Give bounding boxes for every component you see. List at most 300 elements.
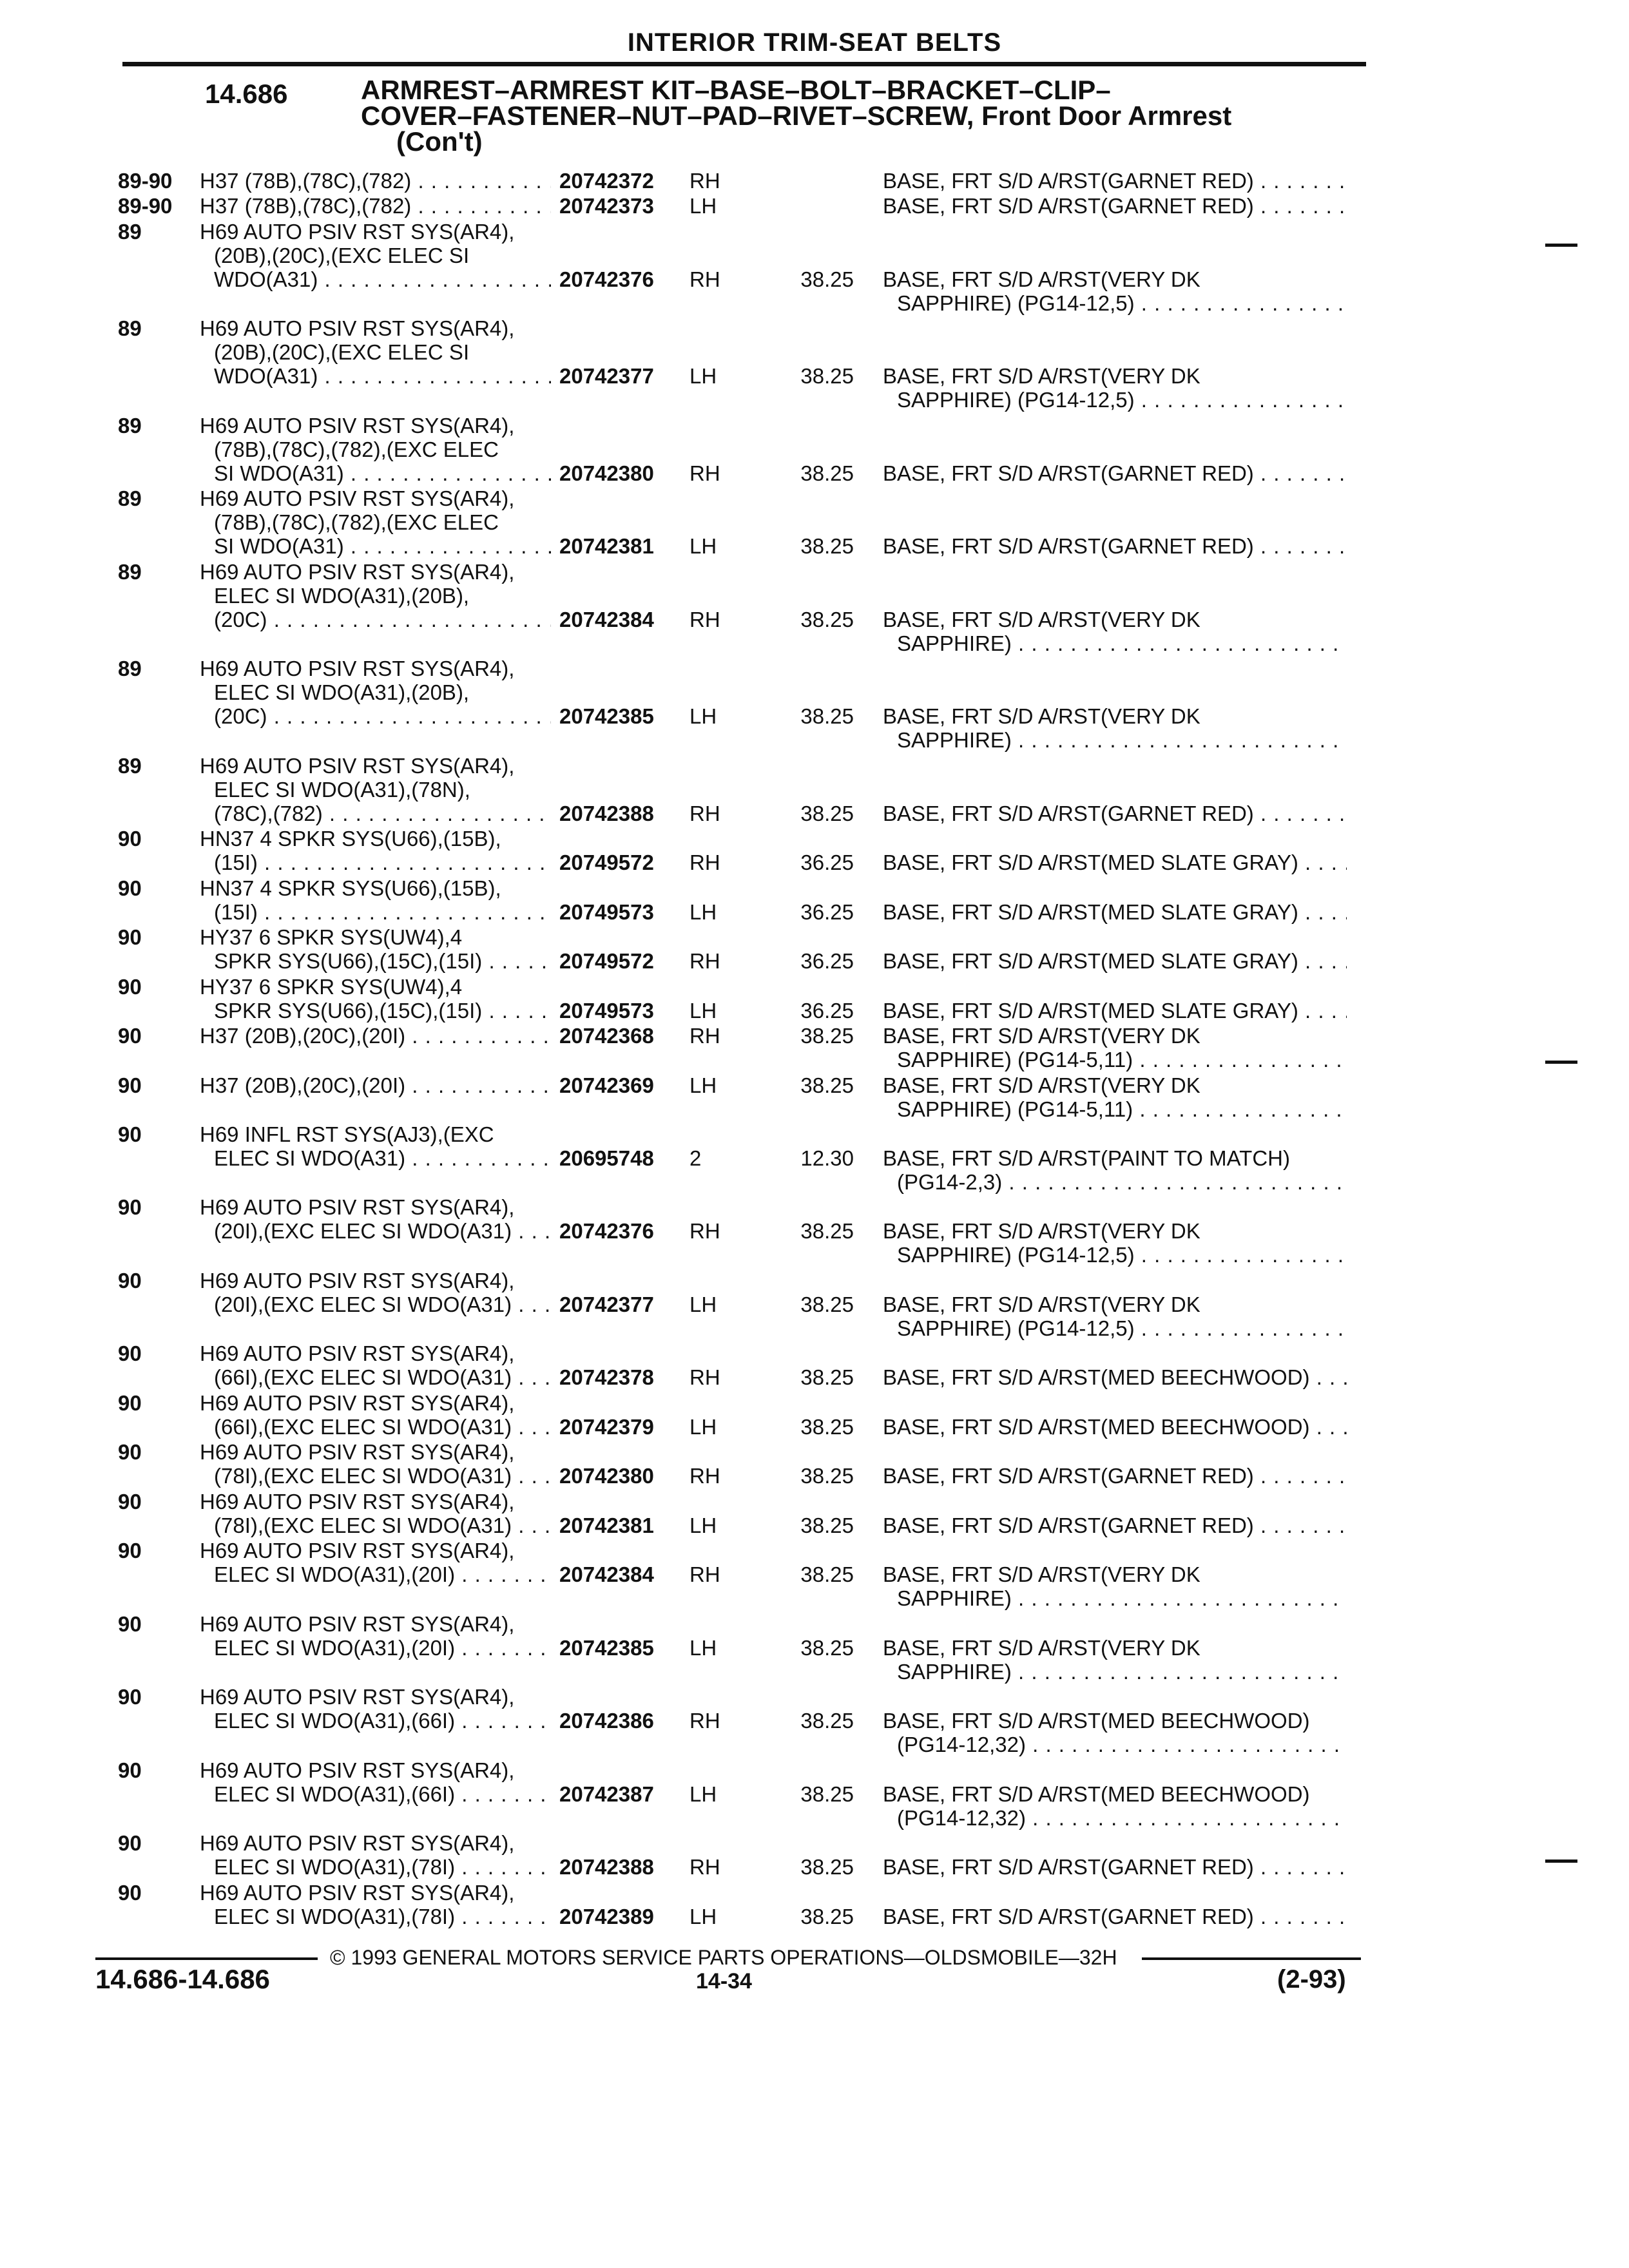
description-line: ELEC SI WDO(A31),(66I) . . . (200, 1709, 551, 1733)
table-row (0, 1881, 1629, 1928)
entry-part-name (883, 461, 1347, 485)
part-name-line: BASE, FRT S/D A/RST(GARNET RED) . . . (883, 1514, 1347, 1537)
entry-part-name (883, 850, 1347, 874)
entry-part-number: 20742369 (559, 1073, 654, 1097)
entry-part-number: 20742387 (559, 1782, 654, 1806)
entry-part-number: 20742381 (559, 534, 654, 559)
entry-year: 90 (118, 1489, 142, 1514)
entry-year: 90 (118, 1122, 142, 1146)
part-name-line: BASE, FRT S/D A/RST(GARNET RED) . . . (883, 802, 1347, 825)
table-row (0, 657, 1629, 752)
part-name-line: BASE, FRT S/D A/RST(MED BEECHWOOD) . . . (883, 1415, 1347, 1439)
description-line: (78B),(78C),(782),(EXC ELEC (214, 510, 499, 535)
description-line: (78I),(EXC ELEC SI WDO(A31) . . . (200, 1514, 551, 1537)
description-line: H37 (20B),(20C),(20I) . . . (200, 1073, 551, 1097)
entry-description (200, 1391, 551, 1439)
table-row (0, 560, 1629, 655)
description-line: H69 AUTO PSIV RST SYS(AR4), (200, 1195, 515, 1220)
entry-year: 90 (118, 1024, 142, 1048)
table-row (0, 414, 1629, 485)
section-title-line: ARMREST–ARMREST KIT–BASE–BOLT–BRACKET–CLIP– (361, 75, 1111, 105)
table-row (0, 1341, 1629, 1389)
entry-part-number: 20742389 (559, 1904, 654, 1928)
entry-price: 36.25 (800, 998, 854, 1023)
entry-description (200, 975, 551, 1023)
entry-price: 38.25 (800, 267, 854, 291)
entry-description (200, 876, 551, 924)
entry-part-number: 20742376 (559, 267, 654, 291)
part-name-line: SAPPHIRE) (PG14-12,5) . . . (883, 1243, 1347, 1267)
part-name-line: BASE, FRT S/D A/RST(GARNET RED) . . . (883, 194, 1347, 218)
entry-part-name (883, 1514, 1347, 1537)
table-row (0, 316, 1629, 412)
part-name-line: SAPPHIRE) . . . (883, 1660, 1347, 1684)
entry-description (200, 827, 551, 874)
entry-part-name (883, 1562, 1347, 1610)
entry-year: 90 (118, 876, 142, 900)
entry-quantity: RH (689, 607, 720, 631)
entry-year: 90 (118, 1758, 142, 1782)
entry-description (200, 1122, 551, 1170)
table-row (0, 1490, 1629, 1537)
entry-description (200, 1073, 551, 1097)
description-line: H69 AUTO PSIV RST SYS(AR4), (200, 1539, 515, 1563)
table-row (0, 1195, 1629, 1267)
entry-description (200, 560, 551, 631)
table-row (0, 1758, 1629, 1830)
entry-part-name (883, 1855, 1347, 1879)
entry-price: 38.25 (800, 1562, 854, 1587)
entry-year: 90 (118, 1685, 142, 1709)
entry-year: 90 (118, 827, 142, 851)
footer-section-range: 14.686-14.686 (95, 1964, 270, 1994)
table-row (0, 1073, 1629, 1121)
table-row (0, 876, 1629, 924)
description-line: (15I) . . . (200, 900, 551, 924)
entry-year: 90 (118, 1195, 142, 1220)
description-line: (20B),(20C),(EXC ELEC SI (214, 340, 470, 365)
entry-part-number: 20742378 (559, 1365, 654, 1390)
description-line: ELEC SI WDO(A31),(78N), (214, 777, 470, 802)
part-name-line: BASE, FRT S/D A/RST(VERY DK (883, 1292, 1200, 1316)
entry-part-name (883, 949, 1347, 973)
entry-part-number: 20742385 (559, 704, 654, 729)
entry-description (200, 486, 551, 558)
entry-year: 89-90 (118, 194, 173, 218)
entry-part-number: 20749572 (559, 949, 654, 974)
table-row (0, 194, 1629, 218)
part-name-line: (PG14-2,3) . . . (883, 1170, 1347, 1194)
part-name-line: BASE, FRT S/D A/RST(VERY DK (883, 607, 1200, 631)
part-name-line: BASE, FRT S/D A/RST(MED SLATE GRAY) . . . (883, 900, 1347, 924)
part-name-line: BASE, FRT S/D A/RST(MED BEECHWOOD) (883, 1709, 1310, 1733)
entry-description (200, 1758, 551, 1806)
entry-part-number: 20742376 (559, 1219, 654, 1244)
entry-description (200, 1612, 551, 1660)
entry-part-number: 20742368 (559, 1024, 654, 1048)
part-name-line: (PG14-12,32) . . . (883, 1733, 1347, 1756)
description-line: SPKR SYS(U66),(15C),(15I) . . . (200, 999, 551, 1023)
entry-year: 90 (118, 1831, 142, 1856)
entry-quantity: LH (689, 364, 717, 389)
entry-year: 90 (118, 1611, 142, 1636)
entry-year: 89 (118, 559, 142, 584)
table-row (0, 1269, 1629, 1340)
part-name-line: SAPPHIRE) (PG14-12,5) . . . (883, 1316, 1347, 1340)
part-name-line: SAPPHIRE) (PG14-12,5) . . . (883, 388, 1347, 412)
entry-part-name (883, 608, 1347, 655)
part-name-line: BASE, FRT S/D A/RST(MED BEECHWOOD) . . . (883, 1365, 1347, 1389)
entry-price: 38.25 (800, 461, 854, 485)
part-name-line: BASE, FRT S/D A/RST(PAINT TO MATCH) (883, 1146, 1290, 1170)
margin-mark (1545, 1860, 1577, 1863)
part-name-line: BASE, FRT S/D A/RST(GARNET RED) . . . (883, 534, 1347, 558)
entry-price: 38.25 (800, 364, 854, 389)
section-title-line: COVER–FASTENER–NUT–PAD–RIVET–SCREW, Front Door Armrest (361, 101, 1232, 131)
entry-part-number: 20742380 (559, 1464, 654, 1488)
margin-mark (1545, 244, 1577, 247)
entry-price: 38.25 (800, 607, 854, 631)
footer-divider (1142, 1957, 1361, 1960)
entry-part-number: 20742377 (559, 364, 654, 389)
footer-copyright: © 1993 GENERAL MOTORS SERVICE PARTS OPERATIONS—OLDSMOBILE—32H (330, 1946, 1117, 1969)
entry-quantity: RH (689, 949, 720, 974)
part-name-line: BASE, FRT S/D A/RST(GARNET RED) . . . (883, 1464, 1347, 1488)
description-line: H69 AUTO PSIV RST SYS(AR4), (200, 753, 515, 778)
part-name-line: BASE, FRT S/D A/RST(VERY DK (883, 1635, 1200, 1660)
entry-part-name (883, 1905, 1347, 1928)
entry-year: 89 (118, 413, 142, 437)
entry-quantity: LH (689, 1782, 717, 1806)
description-line: SPKR SYS(U66),(15C),(15I) . . . (200, 949, 551, 973)
entry-year: 89 (118, 219, 142, 244)
entry-part-name (883, 534, 1347, 558)
entry-price: 12.30 (800, 1146, 854, 1170)
entry-year: 89 (118, 316, 142, 341)
entry-price: 38.25 (800, 801, 854, 825)
entry-quantity: LH (689, 1414, 717, 1439)
entry-year: 90 (118, 1073, 142, 1097)
part-name-line: BASE, FRT S/D A/RST(MED SLATE GRAY) . . . (883, 999, 1347, 1023)
description-line: H69 AUTO PSIV RST SYS(AR4), (200, 1268, 515, 1293)
description-line: H69 AUTO PSIV RST SYS(AR4), (200, 1341, 515, 1366)
part-name-line: BASE, FRT S/D A/RST(GARNET RED) . . . (883, 169, 1347, 193)
entry-price: 38.25 (800, 1073, 854, 1097)
description-line: HN37 4 SPKR SYS(U66),(15B), (200, 827, 501, 851)
part-name-line: (PG14-12,32) . . . (883, 1806, 1347, 1830)
description-line: SI WDO(A31) . . . (200, 534, 551, 558)
description-line: WDO(A31) . . . (200, 267, 551, 291)
entry-part-name (883, 1365, 1347, 1389)
margin-mark (1545, 1061, 1577, 1064)
entry-part-name (883, 1146, 1347, 1194)
table-row (0, 1831, 1629, 1879)
entry-quantity: LH (689, 704, 717, 729)
description-line: ELEC SI WDO(A31),(20B), (214, 680, 470, 705)
entry-description (200, 1269, 551, 1316)
entry-part-name (883, 1782, 1347, 1830)
footer-divider (95, 1957, 318, 1960)
entry-description (200, 925, 551, 973)
entry-part-number: 20742373 (559, 194, 654, 218)
entry-part-name (883, 364, 1347, 412)
entry-year: 89 (118, 486, 142, 511)
description-line: H69 AUTO PSIV RST SYS(AR4), (200, 1611, 515, 1636)
description-line: H69 INFL RST SYS(AJ3),(EXC (200, 1122, 494, 1146)
entry-quantity: RH (689, 169, 720, 193)
entry-quantity: LH (689, 1513, 717, 1537)
entry-part-number: 20749573 (559, 899, 654, 924)
entry-quantity: RH (689, 267, 720, 291)
entry-description (200, 1685, 551, 1733)
entry-quantity: 2 (689, 1146, 702, 1170)
entry-price: 36.25 (800, 850, 854, 875)
part-name-line: BASE, FRT S/D A/RST(MED BEECHWOOD) (883, 1782, 1310, 1806)
description-line: (78I),(EXC ELEC SI WDO(A31) . . . (200, 1464, 551, 1488)
entry-price: 38.25 (800, 1414, 854, 1439)
entry-part-number: 20742388 (559, 801, 654, 825)
description-line: H69 AUTO PSIV RST SYS(AR4), (200, 657, 515, 681)
entry-description (200, 1024, 551, 1048)
description-line: SI WDO(A31) . . . (200, 461, 551, 485)
entry-quantity: RH (689, 1464, 720, 1488)
description-line: ELEC SI WDO(A31),(78I) . . . (200, 1905, 551, 1928)
entry-quantity: LH (689, 1073, 717, 1097)
entry-year: 90 (118, 1880, 142, 1905)
part-name-line: SAPPHIRE) (PG14-5,11) . . . (883, 1097, 1347, 1121)
entry-part-name (883, 999, 1347, 1023)
entry-part-name (883, 1293, 1347, 1340)
entry-price: 38.25 (800, 1635, 854, 1660)
section-number: 14.686 (205, 79, 288, 109)
entry-description (200, 657, 551, 728)
part-name-line: BASE, FRT S/D A/RST(VERY DK (883, 704, 1200, 729)
entry-quantity: LH (689, 534, 717, 559)
entry-part-name (883, 1073, 1347, 1121)
description-line: (66I),(EXC ELEC SI WDO(A31) . . . (200, 1365, 551, 1389)
entry-description (200, 220, 551, 291)
entry-part-number: 20695748 (559, 1146, 654, 1170)
description-line: H69 AUTO PSIV RST SYS(AR4), (200, 1390, 515, 1415)
entry-part-number: 20742381 (559, 1513, 654, 1537)
entry-part-name (883, 1709, 1347, 1756)
part-name-line: BASE, FRT S/D A/RST(VERY DK (883, 1073, 1200, 1097)
description-line: H69 AUTO PSIV RST SYS(AR4), (200, 1880, 515, 1905)
entry-part-number: 20742386 (559, 1709, 654, 1733)
entry-price: 38.25 (800, 1024, 854, 1048)
description-line: ELEC SI WDO(A31),(66I) . . . (200, 1782, 551, 1806)
table-row (0, 486, 1629, 558)
entry-price: 36.25 (800, 949, 854, 974)
entry-part-name (883, 704, 1347, 752)
entry-part-number: 20742388 (559, 1855, 654, 1879)
entry-quantity: LH (689, 1904, 717, 1928)
description-line: (78C),(782) . . . (200, 802, 551, 825)
entry-quantity: RH (689, 850, 720, 875)
table-row (0, 1612, 1629, 1684)
header-divider (122, 62, 1366, 66)
entry-description (200, 1881, 551, 1928)
entry-description (200, 169, 551, 193)
part-name-line: BASE, FRT S/D A/RST(VERY DK (883, 1024, 1200, 1048)
entry-description (200, 754, 551, 825)
description-line: H69 AUTO PSIV RST SYS(AR4), (200, 1685, 515, 1709)
entry-price: 38.25 (800, 1782, 854, 1806)
entry-quantity: RH (689, 801, 720, 825)
entry-year: 90 (118, 1390, 142, 1415)
entry-part-name (883, 1415, 1347, 1439)
description-line: (20C) . . . (200, 608, 551, 631)
part-name-line: BASE, FRT S/D A/RST(VERY DK (883, 1562, 1200, 1587)
entry-description (200, 1831, 551, 1879)
section-title (361, 77, 1366, 155)
part-name-line: BASE, FRT S/D A/RST(GARNET RED) . . . (883, 461, 1347, 485)
description-line: (20B),(20C),(EXC ELEC SI (214, 243, 470, 267)
part-name-line: SAPPHIRE) . . . (883, 728, 1347, 752)
entry-year: 90 (118, 974, 142, 999)
description-line: H37 (78B),(78C),(782) . . . (200, 169, 551, 193)
entry-price: 38.25 (800, 1904, 854, 1928)
table-row (0, 1685, 1629, 1756)
entry-part-name (883, 169, 1347, 193)
description-line: H69 AUTO PSIV RST SYS(AR4), (200, 1440, 515, 1465)
entry-description (200, 1539, 551, 1586)
entry-quantity: RH (689, 1024, 720, 1048)
part-name-line: SAPPHIRE) . . . (883, 631, 1347, 655)
part-name-line: BASE, FRT S/D A/RST(MED SLATE GRAY) . . . (883, 949, 1347, 973)
entry-quantity: RH (689, 461, 720, 485)
entry-quantity: RH (689, 1219, 720, 1244)
description-line: H69 AUTO PSIV RST SYS(AR4), (200, 219, 515, 244)
entry-part-number: 20742380 (559, 461, 654, 485)
description-line: ELEC SI WDO(A31),(20B), (214, 583, 470, 608)
entry-price: 38.25 (800, 704, 854, 729)
entry-part-name (883, 1636, 1347, 1684)
entry-quantity: RH (689, 1365, 720, 1390)
entry-part-name (883, 194, 1347, 218)
entry-year: 90 (118, 1539, 142, 1563)
entry-part-number: 20742377 (559, 1292, 654, 1316)
part-name-line: SAPPHIRE) (PG14-5,11) . . . (883, 1048, 1347, 1072)
entry-description (200, 1440, 551, 1488)
entry-year: 89 (118, 753, 142, 778)
description-line: ELEC SI WDO(A31),(78I) . . . (200, 1855, 551, 1879)
table-row (0, 925, 1629, 973)
entry-price: 38.25 (800, 1365, 854, 1390)
description-line: H69 AUTO PSIV RST SYS(AR4), (200, 1758, 515, 1782)
description-line: H69 AUTO PSIV RST SYS(AR4), (200, 1831, 515, 1856)
entry-quantity: RH (689, 1562, 720, 1587)
entry-quantity: LH (689, 1635, 717, 1660)
description-line: H69 AUTO PSIV RST SYS(AR4), (200, 413, 515, 437)
entry-description (200, 316, 551, 388)
entry-part-number: 20742384 (559, 1562, 654, 1587)
entry-year: 90 (118, 925, 142, 950)
entry-quantity: LH (689, 194, 717, 218)
description-line: H37 (20B),(20C),(20I) . . . (200, 1024, 551, 1048)
entry-description (200, 1195, 551, 1243)
footer-page-number: 14-34 (696, 1969, 752, 1994)
entry-quantity: RH (689, 1709, 720, 1733)
entry-price: 38.25 (800, 1219, 854, 1244)
page-header-title: INTERIOR TRIM-SEAT BELTS (627, 28, 1002, 57)
description-line: H37 (78B),(78C),(782) . . . (200, 194, 551, 218)
entry-year: 89 (118, 657, 142, 681)
description-line: ELEC SI WDO(A31) . . . (200, 1146, 551, 1170)
description-line: WDO(A31) . . . (200, 364, 551, 388)
table-row (0, 169, 1629, 193)
section-title-line: (Con't) (396, 126, 483, 157)
description-line: (78B),(78C),(782),(EXC ELEC (214, 437, 499, 461)
table-row (0, 1391, 1629, 1439)
entry-quantity: RH (689, 1855, 720, 1879)
entry-description (200, 1490, 551, 1537)
part-name-line: BASE, FRT S/D A/RST(GARNET RED) . . . (883, 1905, 1347, 1928)
entry-part-name (883, 900, 1347, 924)
description-line: H69 AUTO PSIV RST SYS(AR4), (200, 1489, 515, 1514)
part-name-line: BASE, FRT S/D A/RST(MED SLATE GRAY) . . . (883, 850, 1347, 874)
entry-part-name (883, 1464, 1347, 1488)
entry-year: 90 (118, 1341, 142, 1366)
part-name-line: BASE, FRT S/D A/RST(VERY DK (883, 267, 1200, 291)
entry-year: 89-90 (118, 169, 173, 193)
description-line: HY37 6 SPKR SYS(UW4),4 (200, 925, 463, 950)
table-row (0, 1539, 1629, 1610)
entry-price: 38.25 (800, 1464, 854, 1488)
entry-price: 38.25 (800, 534, 854, 559)
table-row (0, 1440, 1629, 1488)
entry-price: 38.25 (800, 1292, 854, 1316)
entry-price: 38.25 (800, 1513, 854, 1537)
description-line: ELEC SI WDO(A31),(20I) . . . (200, 1562, 551, 1586)
description-line: H69 AUTO PSIV RST SYS(AR4), (200, 559, 515, 584)
table-row (0, 975, 1629, 1023)
table-row (0, 754, 1629, 825)
description-line: HY37 6 SPKR SYS(UW4),4 (200, 974, 463, 999)
table-row (0, 827, 1629, 874)
entry-description (200, 414, 551, 485)
table-row (0, 220, 1629, 315)
description-line: (20I),(EXC ELEC SI WDO(A31) . . . (200, 1293, 551, 1316)
entry-description (200, 194, 551, 218)
entry-year: 90 (118, 1440, 142, 1465)
part-name-line: BASE, FRT S/D A/RST(GARNET RED) . . . (883, 1855, 1347, 1879)
entry-quantity: LH (689, 899, 717, 924)
entry-price: 38.25 (800, 1709, 854, 1733)
entry-quantity: LH (689, 1292, 717, 1316)
entry-price: 38.25 (800, 1855, 854, 1879)
entry-part-name (883, 267, 1347, 315)
entry-part-number: 20742372 (559, 169, 654, 193)
entry-part-number: 20742379 (559, 1414, 654, 1439)
description-line: (20I),(EXC ELEC SI WDO(A31) . . . (200, 1219, 551, 1243)
entry-part-number: 20749573 (559, 998, 654, 1023)
table-row (0, 1122, 1629, 1194)
entry-part-name (883, 1024, 1347, 1072)
description-line: (15I) . . . (200, 850, 551, 874)
entry-year: 90 (118, 1268, 142, 1293)
entry-part-name (883, 802, 1347, 825)
part-name-line: BASE, FRT S/D A/RST(VERY DK (883, 364, 1200, 389)
description-line: ELEC SI WDO(A31),(20I) . . . (200, 1636, 551, 1660)
entry-part-number: 20749572 (559, 850, 654, 875)
description-line: (20C) . . . (200, 704, 551, 728)
footer-revision-date: (2-93) (1277, 1965, 1346, 1994)
entry-price: 36.25 (800, 899, 854, 924)
part-name-line: SAPPHIRE) (PG14-12,5) . . . (883, 291, 1347, 315)
entry-description (200, 1341, 551, 1389)
part-name-line: BASE, FRT S/D A/RST(VERY DK (883, 1219, 1200, 1244)
